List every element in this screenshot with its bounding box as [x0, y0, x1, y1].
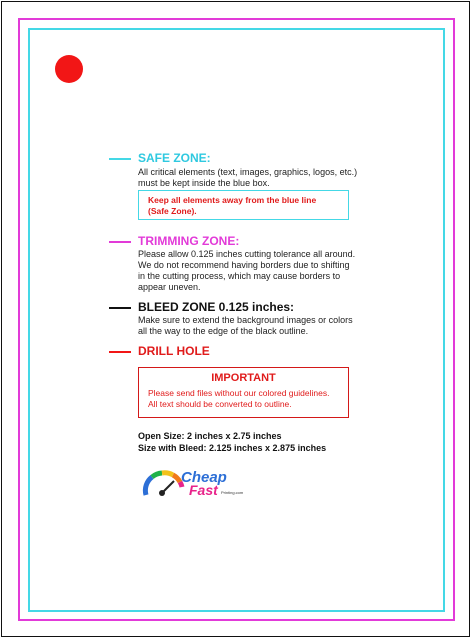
trimming-zone-line: We do not recommend having borders due to shifting	[138, 260, 350, 270]
important-line: Please send files without our colored guidelines.	[148, 388, 330, 398]
safe-zone-notice-line: Keep all elements away from the blue line	[148, 195, 317, 205]
important-notice-box	[138, 367, 349, 418]
bleed-zone-description	[138, 315, 378, 337]
important-line: All text should be converted to outline.	[148, 399, 292, 409]
safe-zone-notice-line: (Safe Zone).	[148, 206, 197, 216]
cheap-fast-printing-logo	[140, 465, 244, 501]
important-title: IMPORTANT	[211, 372, 276, 384]
open-size-text: Open Size: 2 inches x 2.75 inches	[138, 431, 282, 441]
bleed-zone-line: Make sure to extend the background images or colors	[138, 315, 353, 325]
logo-gauge-icon	[140, 465, 186, 501]
safe-zone-description	[138, 167, 378, 189]
bleed-zone-title: BLEED ZONE 0.125 inches:	[138, 300, 295, 314]
trimming-zone-legend-line	[109, 241, 131, 243]
bleed-zone-line: all the way to the edge of the black outline.	[138, 326, 309, 336]
logo-word-fast: Fast	[189, 482, 218, 498]
logo-word-cheap: Cheap	[181, 469, 227, 486]
trimming-zone-description	[138, 249, 378, 293]
trimming-zone-title: TRIMMING ZONE:	[138, 234, 240, 248]
trimming-zone-line: in the cutting process, which may cause borders to	[138, 271, 341, 281]
safe-zone-title: SAFE ZONE:	[138, 151, 211, 165]
important-text	[148, 388, 329, 410]
drill-hole-marker	[55, 55, 83, 83]
safe-zone-legend-line	[109, 158, 131, 160]
safe-zone-line: must be kept inside the blue box.	[138, 178, 270, 188]
bleed-size-text: Size with Bleed: 2.125 inches x 2.875 inches	[138, 443, 327, 453]
drill-hole-title: DRILL HOLE	[138, 344, 210, 358]
logo-word-printing: Printing.com	[221, 490, 244, 495]
safe-zone-line: All critical elements (text, images, graphics, logos, etc.)	[138, 167, 358, 177]
drill-hole-legend-line	[109, 351, 131, 353]
trimming-zone-line: appear uneven.	[138, 282, 201, 292]
bleed-zone-legend-line	[109, 307, 131, 309]
trimming-zone-line: Please allow 0.125 inches cutting tolerance all around.	[138, 249, 356, 259]
safe-zone-notice-box	[138, 190, 349, 220]
safe-zone-notice	[148, 195, 316, 217]
